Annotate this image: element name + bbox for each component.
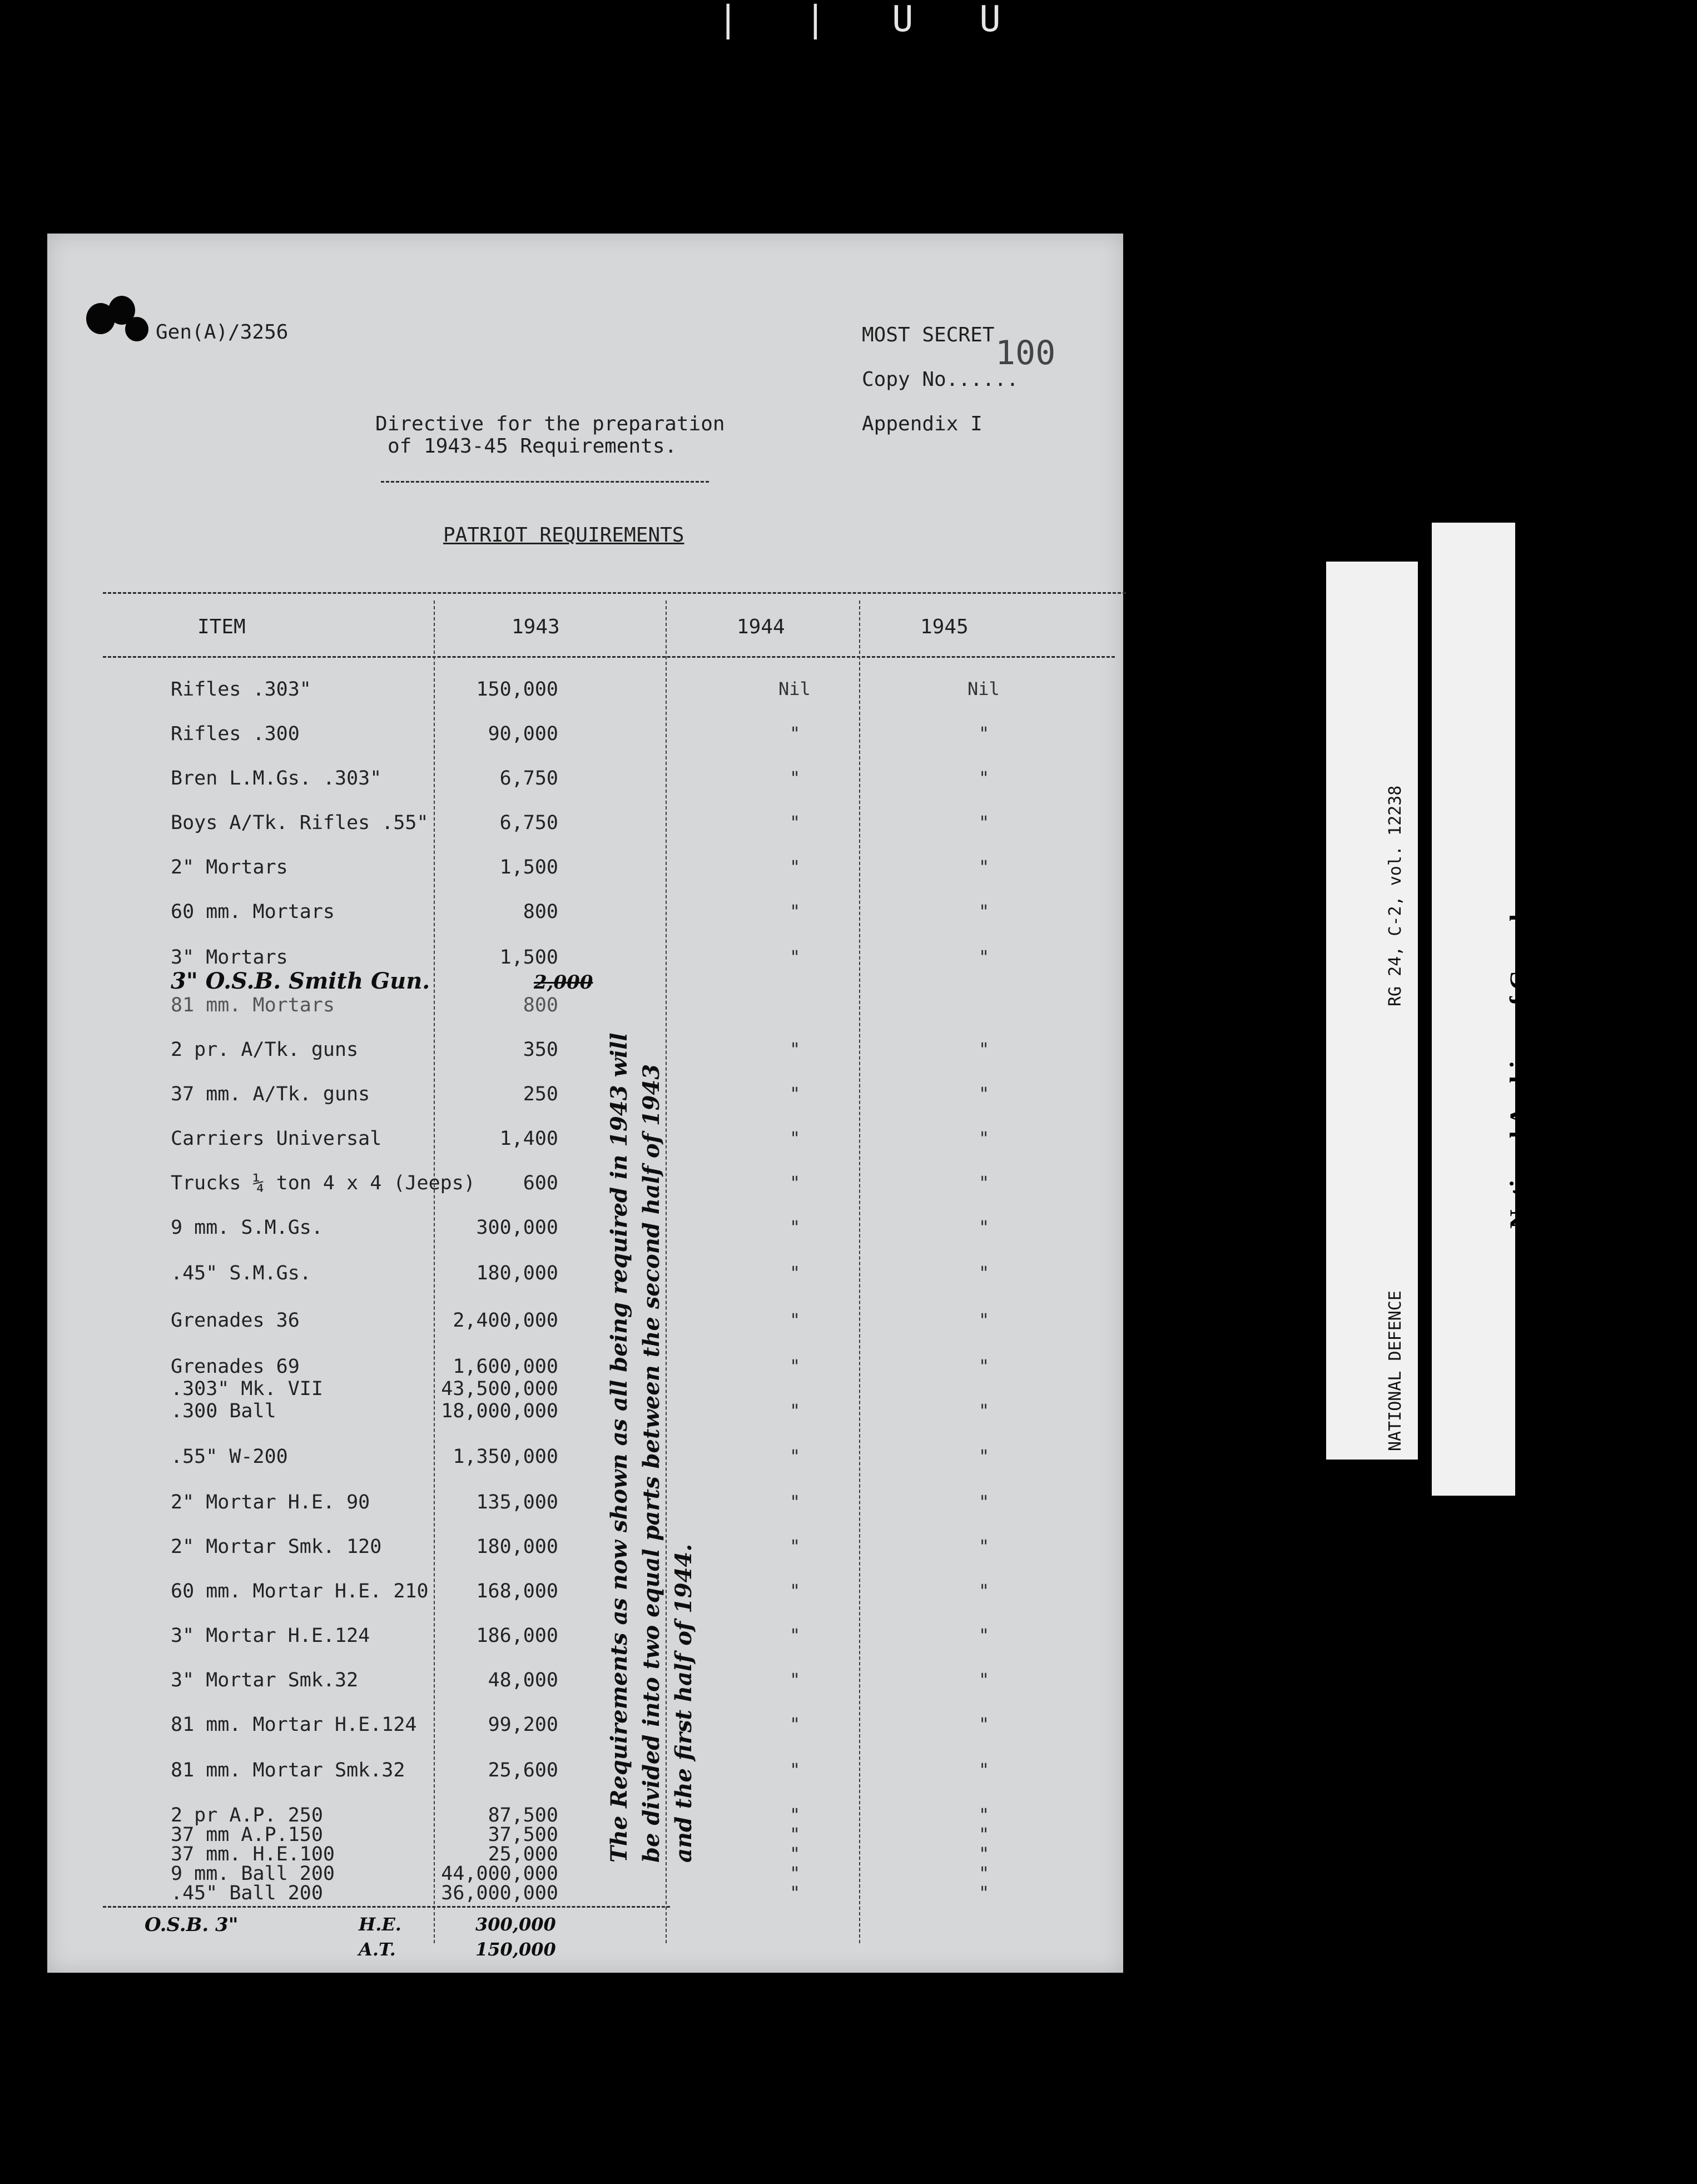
ditto-mark: " xyxy=(790,1172,801,1193)
table-row-qty: 36,000,000 xyxy=(441,1882,558,1904)
handwritten-margin-note: The Requirements as now shown as all being required in 1943 will be divided into two equal parts between the second half of 1943 and the first half of 1944. xyxy=(606,1033,697,1863)
ditto-mark: " xyxy=(979,1625,990,1646)
ditto-mark: " xyxy=(979,1491,990,1512)
ditto-mark: " xyxy=(979,1217,990,1238)
ditto-mark: " xyxy=(790,1843,801,1864)
table-row-item: 3" Mortar Smk.32 xyxy=(171,1669,359,1691)
table-row-qty: 350 xyxy=(523,1039,558,1061)
table-row-qty: 1,400 xyxy=(499,1128,558,1150)
ditto-mark: " xyxy=(979,812,990,833)
ditto-mark: " xyxy=(979,1309,990,1331)
table-row-1945: Nil xyxy=(967,678,1000,699)
table-row-item: 3" Mortar H.E.124 xyxy=(171,1625,370,1647)
table-row-qty: 87,500 xyxy=(488,1804,558,1826)
table-row-item: Carriers Universal xyxy=(171,1128,382,1150)
table-row-item: Bren L.M.Gs. .303" xyxy=(171,767,382,790)
ditto-mark: " xyxy=(790,901,801,922)
table-row-qty: 800 xyxy=(523,994,558,1016)
ditto-mark: " xyxy=(979,946,990,967)
column-header-1943: 1943 xyxy=(512,616,560,638)
table-row-item: .45" S.M.Gs. xyxy=(171,1262,311,1284)
ditto-mark: " xyxy=(790,1400,801,1421)
handwritten-he-label: H.E. xyxy=(359,1914,401,1935)
ditto-mark: " xyxy=(979,1669,990,1690)
table-row-qty: 300,000 xyxy=(476,1217,558,1239)
ditto-mark: " xyxy=(979,1356,990,1377)
table-row-qty: 1,500 xyxy=(499,856,558,878)
table-row-qty: 250 xyxy=(523,1083,558,1105)
ditto-mark: " xyxy=(979,901,990,922)
column-header-1945: 1945 xyxy=(920,616,969,638)
ditto-mark: " xyxy=(979,1863,990,1884)
document-page xyxy=(47,234,1123,1973)
table-row-qty: 168,000 xyxy=(476,1580,558,1602)
ditto-mark: " xyxy=(979,1039,990,1060)
ditto-mark: " xyxy=(790,1039,801,1060)
ditto-mark: " xyxy=(790,1804,801,1825)
ditto-mark: " xyxy=(790,856,801,877)
table-row-qty: 180,000 xyxy=(476,1536,558,1558)
table-row-item: 2 pr A.P. 250 xyxy=(171,1804,323,1826)
handwritten-bottom-item: O.S.B. 3" xyxy=(145,1914,239,1936)
archive-reference-label xyxy=(1326,562,1418,1460)
table-row-item: Rifles .303" xyxy=(171,678,311,701)
record-group-reference: RG 24, C-2, vol. 12238 xyxy=(1386,785,1405,1006)
ditto-mark: " xyxy=(979,1536,990,1557)
table-row-item: 2" Mortar Smk. 120 xyxy=(171,1536,382,1558)
table-row-item: 2" Mortars xyxy=(171,856,288,878)
table-row-item: Boys A/Tk. Rifles .55" xyxy=(171,812,429,834)
archives-canada-stamp xyxy=(1432,523,1631,1496)
ditto-mark: " xyxy=(790,1580,801,1601)
ditto-mark: " xyxy=(979,1172,990,1193)
directive-title-line1: Directive for the preparation xyxy=(375,413,725,435)
table-row-qty: 43,500,000 xyxy=(441,1378,558,1400)
ditto-mark: " xyxy=(979,1882,990,1903)
table-row-item: 3" Mortars xyxy=(171,946,288,969)
table-row-qty: 800 xyxy=(523,901,558,923)
ditto-mark: " xyxy=(790,1669,801,1690)
table-row-item: 81 mm. Mortars xyxy=(171,994,335,1016)
department-name: NATIONAL DEFENCE xyxy=(1386,1290,1405,1451)
appendix-label: Appendix I xyxy=(862,413,983,435)
ditto-mark: " xyxy=(790,1356,801,1377)
table-row-qty: 44,000,000 xyxy=(441,1863,558,1885)
table-row-item: .300 Ball xyxy=(171,1400,276,1422)
table-row-qty: 25,000 xyxy=(488,1843,558,1865)
ink-blot-icon xyxy=(125,317,148,341)
table-row-qty: 186,000 xyxy=(476,1625,558,1647)
ditto-mark: " xyxy=(979,1714,990,1735)
table-row-qty: 1,350,000 xyxy=(453,1446,558,1468)
table-row-item: 37 mm. H.E.100 xyxy=(171,1843,335,1865)
table-row-qty: 99,200 xyxy=(488,1714,558,1736)
table-row-item: Trucks ¼ ton 4 x 4 (Jeeps) xyxy=(171,1172,475,1194)
ditto-mark: " xyxy=(790,1824,801,1845)
ditto-mark: " xyxy=(979,1843,990,1864)
ditto-mark: " xyxy=(790,1759,801,1780)
handwritten-insert-qty: 2,000 xyxy=(534,971,593,994)
table-row-qty: 25,600 xyxy=(488,1759,558,1781)
table-row-qty: 150,000 xyxy=(476,678,558,701)
table-row-qty: 6,750 xyxy=(499,812,558,834)
file-reference: Gen(A)/3256 xyxy=(156,321,289,344)
ditto-mark: " xyxy=(790,1882,801,1903)
table-row-item: .303" Mk. VII xyxy=(171,1378,323,1400)
ditto-mark: " xyxy=(790,1309,801,1331)
handwritten-at-label: A.T. xyxy=(359,1939,396,1960)
ditto-mark: " xyxy=(790,1491,801,1512)
table-row-item: 2 pr. A/Tk. guns xyxy=(171,1039,359,1061)
folio-number: 100 xyxy=(995,334,1056,373)
ditto-mark: " xyxy=(979,1759,990,1780)
table-row-item: 81 mm. Mortar H.E.124 xyxy=(171,1714,417,1736)
table-row-item: 9 mm. S.M.Gs. xyxy=(171,1217,323,1239)
table-row-qty: 90,000 xyxy=(488,723,558,745)
copy-number: Copy No...... xyxy=(862,368,1019,391)
ditto-mark: " xyxy=(790,1217,801,1238)
table-row-qty: 37,500 xyxy=(488,1824,558,1846)
table-row-item: .45" Ball 200 xyxy=(171,1882,323,1904)
table-row-item: Grenades 36 xyxy=(171,1309,300,1332)
table-row-1944: Nil xyxy=(778,678,811,699)
table-bottom-rule xyxy=(103,1906,670,1908)
table-row-item: 9 mm. Ball 200 xyxy=(171,1863,335,1885)
ditto-mark: " xyxy=(790,946,801,967)
table-row-qty: 600 xyxy=(523,1172,558,1194)
ditto-mark: " xyxy=(790,1128,801,1149)
ditto-mark: " xyxy=(790,767,801,788)
table-header-rule xyxy=(103,656,1115,658)
column-divider xyxy=(859,600,860,1943)
ditto-mark: " xyxy=(979,767,990,788)
ditto-mark: " xyxy=(979,1400,990,1421)
table-row-qty: 6,750 xyxy=(499,767,558,790)
table-row-item: Grenades 69 xyxy=(171,1356,300,1378)
table-row-qty: 180,000 xyxy=(476,1262,558,1284)
table-row-qty: 18,000,000 xyxy=(441,1400,558,1422)
ditto-mark: " xyxy=(979,1804,990,1825)
table-row-qty: 48,000 xyxy=(488,1669,558,1691)
ditto-mark: " xyxy=(979,1580,990,1601)
column-divider xyxy=(434,600,435,1943)
ditto-mark: " xyxy=(979,723,990,744)
column-header-1944: 1944 xyxy=(737,616,785,638)
table-row-item: Rifles .300 xyxy=(171,723,300,745)
ditto-mark: " xyxy=(790,1262,801,1283)
table-row-qty: 2,400,000 xyxy=(453,1309,558,1332)
ditto-mark: " xyxy=(979,1262,990,1283)
table-row-item: 37 mm A.P.150 xyxy=(171,1824,323,1846)
handwritten-at-qty: 150,000 xyxy=(475,1939,556,1960)
ditto-mark: " xyxy=(790,1714,801,1735)
ditto-mark: " xyxy=(790,723,801,744)
table-title: PATRIOT REQUIREMENTS xyxy=(443,524,684,547)
ditto-mark: " xyxy=(979,1128,990,1149)
archives-canada-name: National Archives of Canada Archives nationales du Canada xyxy=(1505,874,1631,1229)
ditto-mark: " xyxy=(790,1446,801,1467)
ditto-mark: " xyxy=(979,1824,990,1845)
table-row-item: 37 mm. A/Tk. guns xyxy=(171,1083,370,1105)
table-row-qty: 1,600,000 xyxy=(453,1356,558,1378)
ditto-mark: " xyxy=(790,1083,801,1104)
directive-title-line2: of 1943-45 Requirements. xyxy=(388,435,677,458)
ditto-mark: " xyxy=(979,1446,990,1467)
ditto-mark: " xyxy=(790,1625,801,1646)
table-row-item: 81 mm. Mortar Smk.32 xyxy=(171,1759,405,1781)
divider xyxy=(381,481,709,483)
ditto-mark: " xyxy=(790,1536,801,1557)
table-row-qty: 135,000 xyxy=(476,1491,558,1513)
table-row-item: .55" W-200 xyxy=(171,1446,288,1468)
ditto-mark: " xyxy=(979,1083,990,1104)
ditto-mark: " xyxy=(790,1863,801,1884)
table-row-item: 60 mm. Mortar H.E. 210 xyxy=(171,1580,429,1602)
table-row-qty: 1,500 xyxy=(499,946,558,969)
classification: MOST SECRET xyxy=(862,324,995,346)
table-row-item: 60 mm. Mortars xyxy=(171,901,335,923)
handwritten-he-qty: 300,000 xyxy=(475,1914,556,1935)
ditto-mark: " xyxy=(790,812,801,833)
film-perforation-marks: | | U U xyxy=(717,0,1023,40)
column-header-item: ITEM xyxy=(197,616,246,638)
handwritten-insert-item: 3" O.S.B. Smith Gun. xyxy=(171,968,430,994)
table-row-item: 2" Mortar H.E. 90 xyxy=(171,1491,370,1513)
ditto-mark: " xyxy=(979,856,990,877)
table-top-rule xyxy=(103,592,1126,594)
